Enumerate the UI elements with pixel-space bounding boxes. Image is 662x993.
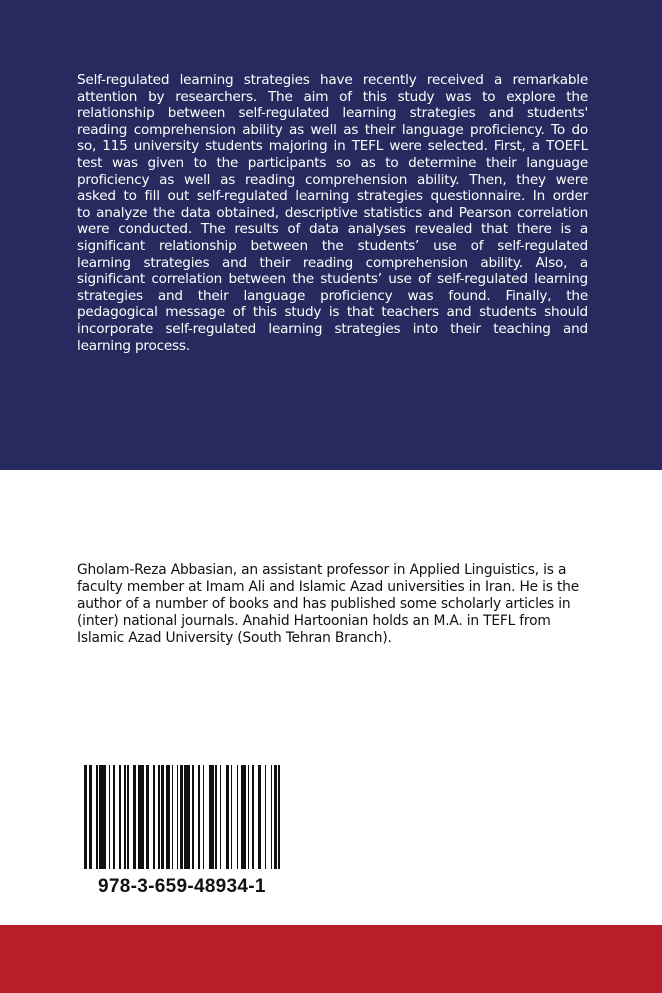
barcode-bar xyxy=(237,765,239,869)
abstract-line: attention by researchers. The aim of this study was to explore the xyxy=(77,88,588,105)
isbn-number: 978-3-659-48934-1 xyxy=(98,876,266,897)
barcode-bar xyxy=(124,765,126,869)
barcode-bar xyxy=(278,765,280,869)
abstract-line: so, 115 university students majoring in TEFL were selected. First, a TOEFL xyxy=(77,138,588,155)
barcode-bar xyxy=(252,765,254,869)
abstract-line: asked to fill out self-regulated learning strategies questionnaire. In order xyxy=(77,188,588,205)
barcode-bar xyxy=(231,765,233,869)
barcode-bar xyxy=(271,765,273,869)
abstract-line: significant relationship between the students’ use of self-regulated xyxy=(77,237,588,254)
bottom-red-band xyxy=(0,925,662,993)
abstract-line: reading comprehension ability as well as their language proficiency. To do xyxy=(77,121,588,138)
bio-line: (inter) national journals. Anahid Hartoonian holds an M.A. in TEFL from xyxy=(77,613,551,629)
bio-line: Islamic Azad University (South Tehran Branch). xyxy=(77,630,392,646)
abstract-text xyxy=(77,72,588,354)
abstract-line: were conducted. The results of data analyses revealed that there is a xyxy=(77,221,588,238)
barcode-bar xyxy=(99,765,105,869)
barcode-bar xyxy=(241,765,246,869)
barcode-bar xyxy=(220,765,222,869)
bio-line: faculty member at Imam Ali and Islamic Azad universities in Iran. He is the xyxy=(77,579,579,595)
barcode-bar xyxy=(153,765,155,869)
abstract-line: Self-regulated learning strategies have recently received a remarkable xyxy=(77,72,588,88)
barcode-bar xyxy=(161,765,164,869)
barcode xyxy=(84,765,280,869)
barcode-bar xyxy=(84,765,87,869)
barcode-bar xyxy=(177,765,179,869)
abstract-line: incorporate self-regulated learning strategies into their teaching and xyxy=(77,320,588,337)
barcode-bar xyxy=(119,765,121,869)
barcode-bar xyxy=(226,765,229,869)
barcode-bar xyxy=(127,765,129,869)
bio-line: author of a number of books and has published some scholarly articles in xyxy=(77,596,571,612)
barcode-bar xyxy=(184,765,190,869)
abstract-line: test was given to the participants so as to determine their language xyxy=(77,154,588,171)
barcode-bar xyxy=(203,765,205,869)
author-bio xyxy=(77,562,597,647)
barcode-bar xyxy=(109,765,111,869)
barcode-bar xyxy=(113,765,115,869)
barcode-bar xyxy=(192,765,194,869)
barcode-bar xyxy=(172,765,174,869)
abstract-panel xyxy=(0,0,662,470)
abstract-line: significant correlation between the students’ use of self-regulated learning xyxy=(77,271,588,288)
abstract-line: learning strategies and their reading comprehension ability. Also, a xyxy=(77,254,588,271)
bio-line: Gholam-Reza Abbasian, an assistant professor in Applied Linguistics, is a xyxy=(77,562,567,578)
barcode-bar xyxy=(209,765,214,869)
barcode-bar xyxy=(258,765,261,869)
barcode-bar xyxy=(265,765,267,869)
barcode-bar xyxy=(133,765,136,869)
abstract-line: relationship between self-regulated learning strategies and students' xyxy=(77,105,588,122)
barcode-bar xyxy=(248,765,250,869)
abstract-line: strategies and their language proficiency was found. Finally, the xyxy=(77,287,588,304)
barcode-bar xyxy=(146,765,149,869)
barcode-bar xyxy=(166,765,171,869)
barcode-bar xyxy=(215,765,217,869)
barcode-bar xyxy=(274,765,277,869)
barcode-bar xyxy=(138,765,144,869)
barcode-bar xyxy=(158,765,160,869)
barcode-bar xyxy=(89,765,92,869)
abstract-line: proficiency as well as reading comprehension ability. Then, they were xyxy=(77,171,588,188)
abstract-line: pedagogical message of this study is that teachers and students should xyxy=(77,304,588,321)
abstract-line: learning process. xyxy=(77,337,190,354)
barcode-bar xyxy=(198,765,200,869)
barcode-bar xyxy=(180,765,183,869)
barcode-bar xyxy=(96,765,98,869)
abstract-line: to analyze the data obtained, descriptive statistics and Pearson correlation xyxy=(77,204,588,221)
